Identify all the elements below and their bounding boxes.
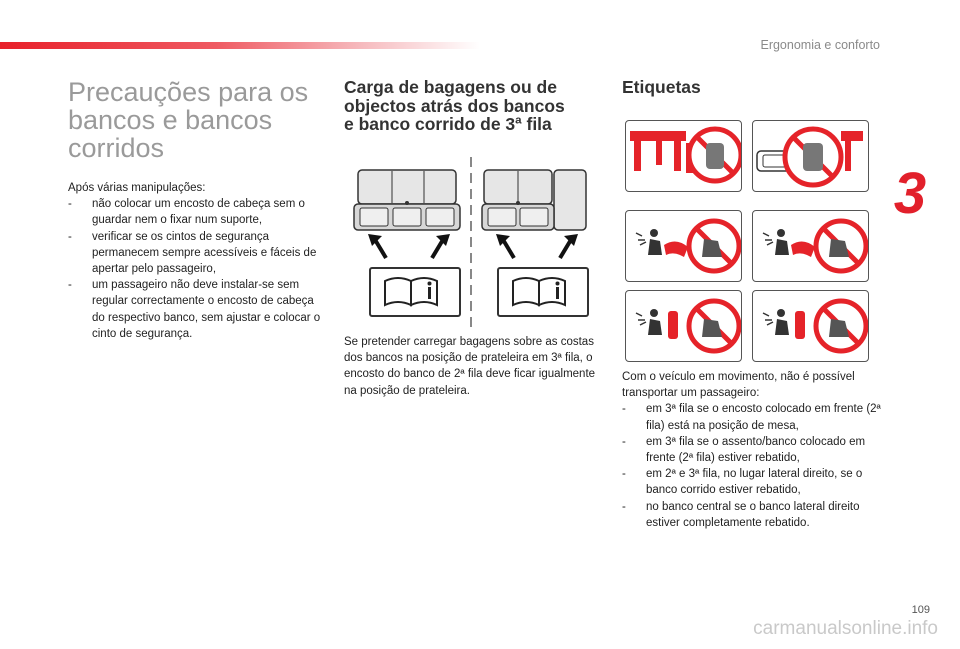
warning-label-centre-seat <box>752 290 869 362</box>
warning-label-airbag-row-3 <box>752 210 869 282</box>
labels-heading: Etiquetas <box>622 77 701 97</box>
page-title-line: corridos <box>68 133 165 163</box>
arrow-icon <box>494 232 580 262</box>
warning-label-side-seat <box>625 290 742 362</box>
warning-label-airbag-row-2 <box>625 210 742 282</box>
heading-line: objectos atrás dos bancos <box>344 95 565 116</box>
chapter-number: 3 <box>893 161 927 226</box>
figure-divider <box>470 157 472 327</box>
list-item: - em 3ª fila se o assento/banco colocado em frente (2ª fila) estiver rebatido, <box>622 435 866 465</box>
heading-line: Carga de bagagens ou de <box>344 77 557 97</box>
page-title <box>68 78 328 162</box>
heading-line: e banco corrido de 3ª fila <box>344 114 552 134</box>
warning-label-folded-seat <box>752 120 869 192</box>
watermark: carmanualsonline.info <box>753 618 938 639</box>
luggage-heading <box>344 78 604 134</box>
manual-book-icon <box>497 267 589 317</box>
page-title-line: Precauções para os <box>68 77 309 107</box>
page-title-line: bancos e bancos <box>68 105 273 135</box>
list-item: - verificar se os cintos de segurança permanecem sempre acessíveis e fáceis de apertar pelo passageiro, <box>68 230 317 276</box>
list-item: - um passageiro não deve instalar-se sem regular correctamente o encosto de cabeça do respectivo banco, sem ajustar e colocar o cinto de segurança. <box>68 279 321 340</box>
seat-shelf-illustration-right <box>480 168 590 234</box>
list-item: - em 2ª e 3ª fila, no lugar lateral direito, se o banco corrido estiver rebatido, <box>622 468 863 497</box>
col1-body <box>68 180 324 342</box>
manual-book-icon <box>369 267 461 317</box>
list-item: - em 3ª fila se o encosto colocado em frente (2ª fila) está na posição de mesa, <box>622 403 881 432</box>
labels-list <box>622 401 884 531</box>
seat-shelf-illustration-left <box>352 168 462 234</box>
col1-intro: Após várias manipulações: <box>68 182 206 194</box>
page-number: 109 <box>911 604 930 616</box>
labels-body <box>622 369 884 531</box>
luggage-text: Se pretender carregar bagagens sobre as costas dos bancos na posição de prateleira em 3ª fila, o encosto do banco de 2ª fila deve ficar igualmente na posição de prateleira. <box>344 336 596 397</box>
labels-intro: Com o veículo em movimento, não é possível transportar um passageiro: <box>622 371 855 400</box>
section-title: Ergonomia e conforto <box>760 38 880 52</box>
list-item: - não colocar um encosto de cabeça sem o guardar nem o fixar num suporte, <box>68 198 305 227</box>
col1-list <box>68 196 324 342</box>
warning-label-table-position <box>625 120 742 192</box>
arrow-icon <box>366 232 452 262</box>
header-accent-bar <box>0 42 480 49</box>
list-item: - no banco central se o banco lateral direito estiver completamente rebatido. <box>622 500 860 529</box>
